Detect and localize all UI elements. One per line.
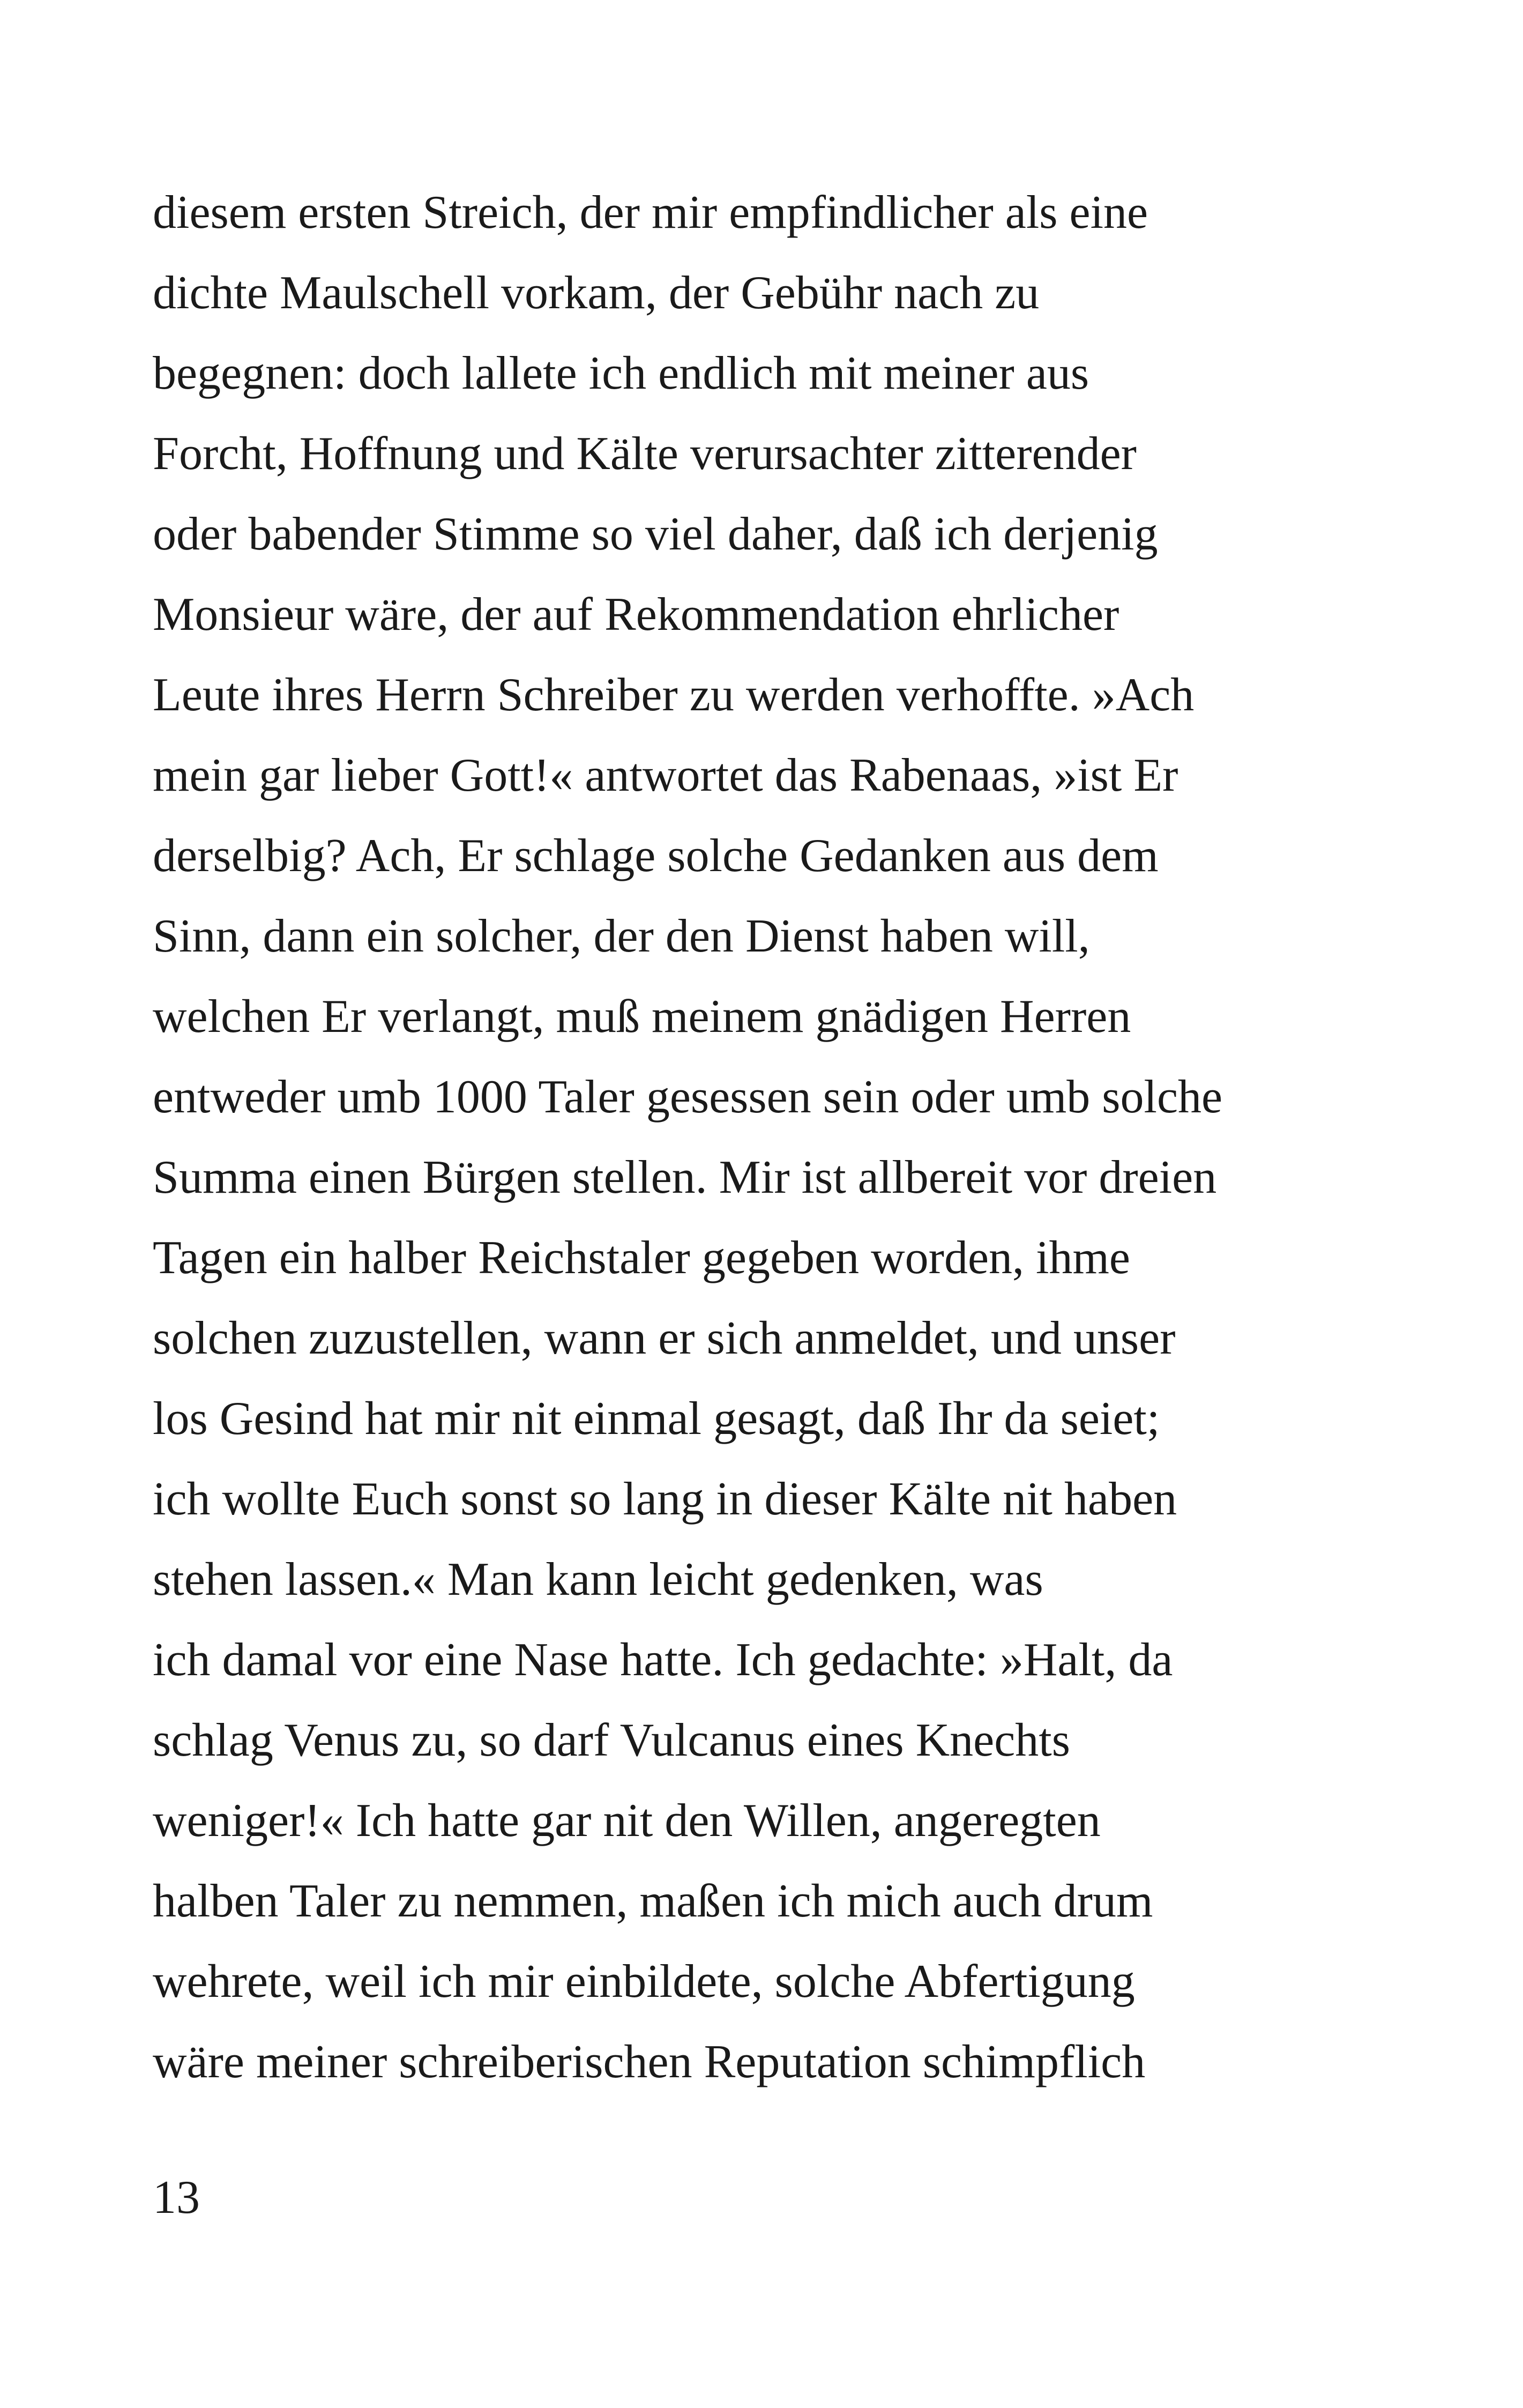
text-line: dichte Maulschell vorkam, der Gebühr nach zu	[153, 267, 1040, 319]
text-line: wäre meiner schreiberischen Reputation schimpflich	[153, 2036, 1146, 2088]
body-text	[153, 173, 1385, 2102]
page-number: 13	[153, 2172, 200, 2224]
text-line: welchen Er verlangt, muß meinem gnädigen Herren	[153, 991, 1131, 1043]
text-line: mein gar lieber Gott!« antwortet das Rabenaas, »ist Er	[153, 749, 1178, 801]
text-line: ich damal vor eine Nase hatte. Ich gedachte: »Halt, da	[153, 1634, 1173, 1686]
text-line: diesem ersten Streich, der mir empfindlicher als eine	[153, 187, 1148, 239]
text-line: schlag Venus zu, so darf Vulcanus eines Knechts	[153, 1714, 1070, 1766]
text-line: Leute ihres Herrn Schreiber zu werden verhoffte. »Ach	[153, 669, 1194, 721]
text-line: Monsieur wäre, der auf Rekommendation ehrlicher	[153, 589, 1119, 641]
text-line: oder babender Stimme so viel daher, daß ich derjenig	[153, 508, 1158, 560]
text-line: entweder umb 1000 Taler gesessen sein oder umb solche	[153, 1071, 1223, 1123]
text-line: los Gesind hat mir nit einmal gesagt, daß Ihr da seiet;	[153, 1393, 1160, 1445]
text-line: Forcht, Hoffnung und Kälte verursachter zitterender	[153, 428, 1137, 480]
text-line: Tagen ein halber Reichstaler gegeben worden, ihme	[153, 1232, 1130, 1284]
text-line: ich wollte Euch sonst so lang in dieser Kälte nit haben	[153, 1473, 1177, 1525]
text-line: wehrete, weil ich mir einbildete, solche Abfertigung	[153, 1956, 1135, 2008]
text-line: Sinn, dann ein solcher, der den Dienst haben will,	[153, 910, 1090, 962]
text-line: halben Taler zu nemmen, maßen ich mich auch drum	[153, 1875, 1153, 1927]
text-line: Summa einen Bürgen stellen. Mir ist allbereit vor dreien	[153, 1151, 1217, 1203]
text-line: derselbig? Ach, Er schlage solche Gedanken aus dem	[153, 830, 1159, 882]
text-line: weniger!« Ich hatte gar nit den Willen, angeregten	[153, 1795, 1101, 1847]
text-line: stehen lassen.« Man kann leicht gedenken, was	[153, 1554, 1043, 1606]
text-line: begegnen: doch lallete ich endlich mit meiner aus	[153, 347, 1089, 399]
text-line: solchen zuzustellen, wann er sich anmeldet, und unser	[153, 1312, 1176, 1364]
